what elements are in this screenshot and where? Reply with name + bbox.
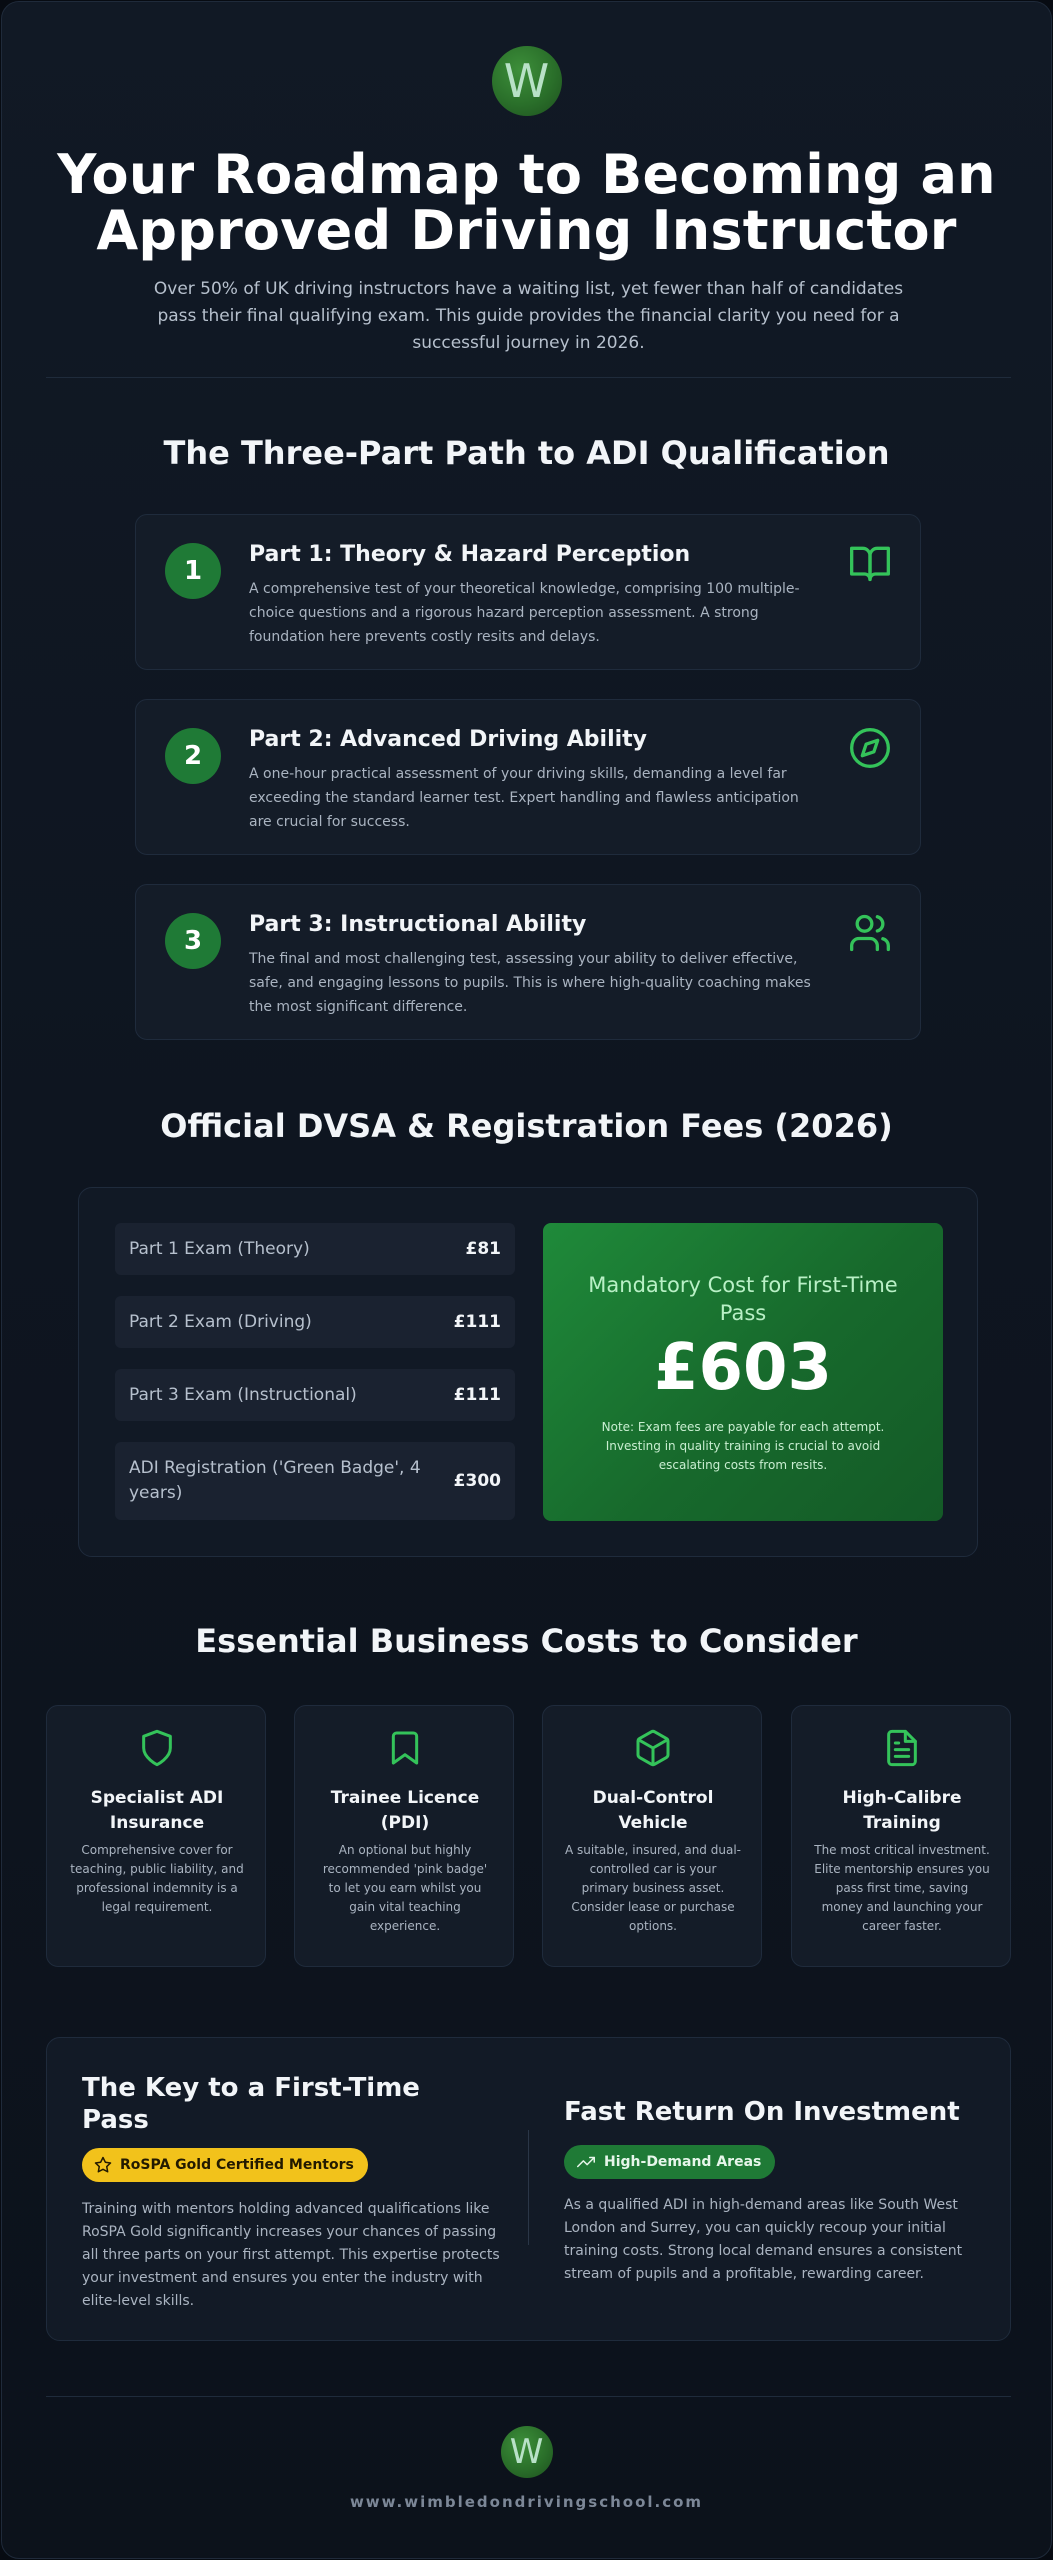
fee-value: £111 [453, 1312, 501, 1332]
part-number-badge: 1 [165, 543, 221, 599]
rospa-badge [82, 2148, 368, 2182]
cost-card-vehicle [542, 1705, 762, 1967]
cost-card-licence [294, 1705, 514, 1967]
high-demand-badge [564, 2145, 775, 2179]
key-text: Training with mentors holding advanced qualifications like RoSPA Gold significantly increases your chances of passing all three parts on your first attempt. This expertise protects your investment and ensures you enter the industry with elite-level skills. [82, 2201, 500, 2309]
part-number-badge: 2 [165, 728, 221, 784]
fees-section-title: Official DVSA & Registration Fees (2026) [160, 1107, 893, 1145]
part-title: Part 1: Theory & Hazard Perception [249, 542, 691, 567]
fee-row [115, 1442, 515, 1520]
cost-description: An optional but highly recommended 'pink badge' to let you earn whilst you gain vital teaching experience. [322, 1843, 488, 1933]
fee-value: £81 [465, 1239, 501, 1259]
page-title [2, 143, 1051, 262]
panel-divider [528, 2130, 529, 2245]
part-description: A one-hour practical assessment of your driving skills, demanding a level far exceeding the standard learner test. Expert handling and flawless anticipation are crucial for success. [249, 766, 799, 830]
part-title: Part 3: Instructional Ability [249, 912, 587, 937]
part-description: The final and most challenging test, assessing your ability to deliver effective, safe, and engaging lessons to pupils. This is where high-quality coaching makes the most significant difference. [249, 951, 811, 1015]
fee-row [115, 1369, 515, 1421]
website-link[interactable]: www.wimbledondrivingschool.com [349, 2493, 704, 2511]
fee-value: £111 [453, 1385, 501, 1405]
cost-card-training [791, 1705, 1011, 1967]
page-title-line-1: Your Roadmap to Becoming an [57, 143, 996, 206]
star-icon [94, 2156, 112, 2174]
part-description: A comprehensive test of your theoretical knowledge, comprising 100 multiple-choice questions and a rigorous hazard perception assessment. A strong foundation here prevents costly resits and delays. [249, 581, 800, 645]
page-subtitle: Over 50% of UK driving instructors have a waiting list, yet fewer than half of candidates pass their final qualifying exam. This guide provides the financial clarity you need for a successful journey in 2026. [153, 279, 904, 353]
book-open-icon [848, 541, 892, 585]
logo [492, 46, 562, 116]
roi-title: Fast Return On Investment [564, 2097, 960, 2127]
part-card-2 [135, 699, 921, 855]
key-roi-panel [46, 2037, 1011, 2341]
compass-icon [848, 726, 892, 770]
footer-divider [46, 2396, 1011, 2397]
fee-label: ADI Registration ('Green Badge', 4 years) [129, 1458, 421, 1503]
fee-label: Part 1 Exam (Theory) [129, 1238, 310, 1259]
cost-title: Specialist ADI Insurance [90, 1788, 224, 1833]
part-number-badge: 3 [165, 913, 221, 969]
cost-title: High-Calibre Training [842, 1788, 962, 1833]
rospa-badge-label: RoSPA Gold Certified Mentors [120, 2157, 354, 2173]
roi-text: As a qualified ADI in high-demand areas like South West London and Surrey, you can quickly recoup your initial training costs. Strong local demand ensures a consistent stream of pupils and a profitable, rewarding career. [564, 2197, 963, 2282]
total-cost-note: Note: Exam fees are payable for each attempt. Investing in quality training is crucial to avoid escalating costs from resits. [601, 1420, 885, 1472]
total-cost-box [543, 1223, 943, 1521]
part-card-1 [135, 514, 921, 670]
cost-description: A suitable, insured, and dual-controlled car is your primary business asset. Consider lease or purchase options. [565, 1843, 741, 1933]
part-card-3 [135, 884, 921, 1040]
fee-row [115, 1223, 515, 1275]
fees-panel [78, 1187, 978, 1557]
shield-icon [137, 1728, 177, 1768]
cost-title: Dual-Control Vehicle [592, 1788, 714, 1833]
part-title: Part 2: Advanced Driving Ability [249, 727, 648, 752]
path-section-title: The Three-Part Path to ADI Qualification [163, 434, 890, 472]
fee-row [115, 1296, 515, 1348]
document-icon [882, 1728, 922, 1768]
footer-logo-letter: W [509, 2432, 544, 2472]
fee-value: £300 [453, 1471, 501, 1491]
cost-card-insurance [46, 1705, 266, 1967]
users-icon [848, 911, 892, 955]
box-icon [633, 1728, 673, 1768]
total-cost-value: £603 [653, 1331, 833, 1405]
header-divider [46, 377, 1011, 378]
page-title-line-2: Approved Driving Instructor [96, 199, 957, 262]
costs-section-title: Essential Business Costs to Consider [195, 1622, 858, 1660]
fee-label: Part 2 Exam (Driving) [129, 1311, 312, 1332]
bookmark-icon [385, 1728, 425, 1768]
logo-letter: W [503, 54, 550, 108]
total-cost-label: Mandatory Cost for First-Time Pass [588, 1273, 898, 1325]
trending-up-icon [576, 2153, 596, 2171]
cost-title: Trainee Licence (PDI) [330, 1788, 480, 1833]
cost-description: The most critical investment. Elite mentorship ensures you pass first time, saving money and launching your career faster. [814, 1843, 990, 1933]
fee-label: Part 3 Exam (Instructional) [129, 1384, 357, 1405]
key-title: The Key to a First-Time Pass [82, 2073, 420, 2135]
infographic-frame [1, 1, 1052, 2559]
cost-description: Comprehensive cover for teaching, public liability, and professional indemnity is a legal requirement. [70, 1843, 244, 1914]
footer-logo [501, 2426, 553, 2478]
high-demand-badge-label: High-Demand Areas [604, 2154, 762, 2170]
